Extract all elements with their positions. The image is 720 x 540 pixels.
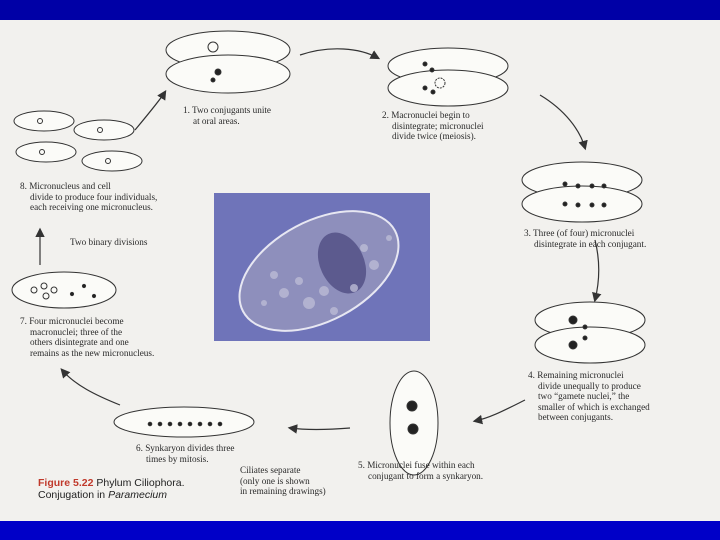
caption-line: at oral areas. xyxy=(193,115,240,126)
caption-line: disintegrate; micronuclei xyxy=(392,120,484,131)
figure-caption-prefix: Conjugation in xyxy=(38,489,109,501)
arrow-1-to-2 xyxy=(300,49,378,58)
caption-line: divide to produce four individuals, xyxy=(30,191,158,202)
figure-phylum: Phylum Ciliophora. xyxy=(96,477,185,489)
step-8-caption xyxy=(20,181,157,213)
caption-line: Micronuclei fuse within each xyxy=(367,460,475,470)
caption-line: between conjugants. xyxy=(538,412,614,422)
caption-line: two “gamete nuclei,” the xyxy=(538,391,630,401)
annotation-line: (only one is shown xyxy=(240,475,310,486)
step-number: 4. xyxy=(528,370,535,380)
stage-1-cells xyxy=(166,31,290,93)
step-number: 8. xyxy=(20,181,27,191)
micrograph-image xyxy=(214,193,430,341)
step-number: 2. xyxy=(382,110,389,120)
caption-line: macronuclei; three of the xyxy=(30,326,123,337)
step-3-caption xyxy=(524,228,646,249)
caption-line: divide twice (meiosis). xyxy=(392,131,476,141)
caption-line: disintegrate in each conjugant. xyxy=(534,238,647,249)
arrow-2-to-3 xyxy=(540,95,585,148)
stage-7-cell xyxy=(12,272,116,308)
annotation-line: in remaining drawings) xyxy=(240,486,326,496)
arrow-3-to-4 xyxy=(595,240,599,300)
annotation-line: Ciliates separate xyxy=(240,465,301,475)
annotation-text: Two binary divisions xyxy=(70,237,148,247)
step-number: 7. xyxy=(20,316,27,326)
caption-line: remains as the new micronucleus. xyxy=(30,347,155,358)
step-6-caption xyxy=(136,443,235,464)
arrow-8-to-1 xyxy=(135,92,165,130)
caption-line: Remaining micronuclei xyxy=(537,370,624,380)
caption-line: each receiving one micronucleus. xyxy=(30,202,153,212)
stage-4-cells xyxy=(535,302,645,363)
caption-line: conjugant to form a synkaryon. xyxy=(368,470,484,481)
step-1-caption xyxy=(183,105,271,126)
paramecium-micrograph xyxy=(214,193,430,341)
step-number: 5. xyxy=(358,460,365,470)
caption-line: Macronuclei begin to xyxy=(391,110,470,120)
arrow-4-to-5 xyxy=(475,400,525,421)
stage-3-cells xyxy=(522,162,642,222)
figure-label: Figure 5.22 xyxy=(38,477,94,489)
stage-6-cell xyxy=(114,407,254,437)
ciliates-separate-label xyxy=(240,465,326,497)
arrow-6-to-7 xyxy=(62,370,120,405)
caption-line: others disintegrate and one xyxy=(30,337,129,347)
step-number: 1. xyxy=(183,105,190,115)
step-number: 3. xyxy=(524,228,531,238)
caption-line: Micronucleus and cell xyxy=(29,181,111,191)
figure-genus: Paramecium xyxy=(108,489,167,501)
caption-line: divide unequally to produce xyxy=(538,380,641,391)
step-2-caption xyxy=(382,110,484,142)
stage-2-cells xyxy=(388,48,508,106)
caption-line: times by mitosis. xyxy=(146,453,209,464)
step-5-caption xyxy=(358,460,483,481)
figure-caption xyxy=(38,477,185,501)
step-4-caption xyxy=(528,370,650,423)
caption-line: Four micronuclei become xyxy=(29,316,124,326)
bottom-frame-band xyxy=(0,521,720,540)
stage-8-cells xyxy=(14,111,142,171)
caption-line: smaller of which is exchanged xyxy=(538,401,650,412)
step-7-caption xyxy=(20,316,154,358)
caption-line: Three (of four) micronuclei xyxy=(533,228,635,238)
binary-divisions-label xyxy=(70,237,147,248)
caption-line: Two conjugants unite xyxy=(192,105,271,115)
caption-line: Synkaryon divides three xyxy=(145,443,235,453)
arrow-5-to-6 xyxy=(290,428,350,430)
step-number: 6. xyxy=(136,443,143,453)
